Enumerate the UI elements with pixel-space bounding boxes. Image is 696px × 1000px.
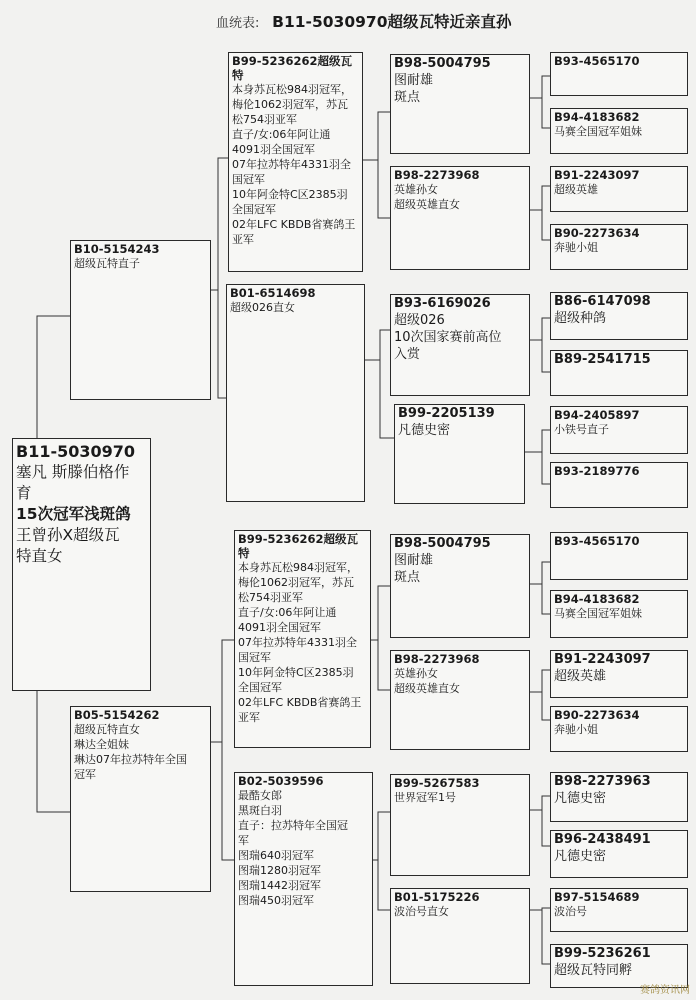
pigeon-id: B93-2189776 xyxy=(554,464,640,478)
pigeon-note: 10年阿金特C区2385羽 xyxy=(232,188,348,201)
pigeon-note: 超级英雄 xyxy=(554,183,598,196)
grandsire-maternal-box xyxy=(234,530,371,748)
gen3-box xyxy=(390,650,530,750)
gen4-box xyxy=(550,462,688,508)
pigeon-note: 冠军 xyxy=(74,768,96,781)
pigeon-id: B98-5004795 xyxy=(394,56,491,71)
pigeon-id: B93-4565170 xyxy=(554,534,640,548)
pigeon-note: 琳达全姐妹 xyxy=(74,738,129,751)
pigeon-id: B99-5236262超级瓦特 xyxy=(238,532,359,560)
gen4-box xyxy=(550,706,688,752)
pigeon-id: B86-6147098 xyxy=(554,294,651,309)
pigeon-note: 松754羽亚军 xyxy=(232,113,297,126)
pigeon-note: 图瑞1442羽冠军 xyxy=(238,879,321,892)
pigeon-note: 梅伦1062羽冠军，苏瓦 xyxy=(238,576,354,589)
pigeon-note: 入赏 xyxy=(394,347,421,362)
pigeon-id: B90-2273634 xyxy=(554,226,640,240)
pigeon-note: 02年LFC KBDB省赛鸽王 xyxy=(238,696,362,709)
subject-line: 育 xyxy=(16,484,32,502)
pigeon-note: 斑点 xyxy=(394,90,421,105)
pigeon-note: 图瑞640羽冠军 xyxy=(238,849,314,862)
pigeon-id: B91-2243097 xyxy=(554,652,651,667)
pigeon-note: 凡德史密 xyxy=(554,849,607,864)
pigeon-id: B01-6514698 xyxy=(230,286,316,300)
granddam-paternal-box xyxy=(226,284,365,502)
pigeon-note: 02年LFC KBDB省赛鸽王 xyxy=(232,218,356,231)
watermark: 赛鸽资讯网 xyxy=(640,985,690,996)
pigeon-id: B96-2438491 xyxy=(554,832,651,847)
sire-box xyxy=(70,240,211,400)
subject-line: 15次冠军浅斑鸽 xyxy=(16,505,131,523)
pigeon-note: 马赛全国冠军姐妹 xyxy=(554,125,642,138)
gen4-box xyxy=(550,350,688,396)
pigeon-note: 超级瓦特直女 xyxy=(74,723,140,736)
pigeon-note: 亚军 xyxy=(232,233,254,246)
pigeon-id: B93-6169026 xyxy=(394,296,491,311)
pigeon-id: B91-2243097 xyxy=(554,168,640,182)
pigeon-id: B94-2405897 xyxy=(554,408,640,422)
pigeon-note: 图耐雄 xyxy=(394,73,434,88)
pigeon-id: B89-2541715 xyxy=(554,352,651,367)
pigeon-note: 超级英雄直女 xyxy=(394,682,460,695)
pigeon-note: 4091羽全国冠军 xyxy=(232,143,315,156)
pigeon-note: 超级瓦特直子 xyxy=(74,257,140,270)
pigeon-note: 黑斑白羽 xyxy=(238,804,282,817)
pigeon-note: 图耐雄 xyxy=(394,553,434,568)
pigeon-note: 图瑞450羽冠军 xyxy=(238,894,314,907)
gen3-box xyxy=(394,404,525,504)
pigeon-note: 图瑞1280羽冠军 xyxy=(238,864,321,877)
pigeon-id: B98-2273968 xyxy=(394,652,480,666)
gen3-box xyxy=(390,54,530,154)
pigeon-note: 亚军 xyxy=(238,711,260,724)
pigeon-note: 超级英雄直女 xyxy=(394,198,460,211)
grandsire-paternal-box xyxy=(228,52,363,272)
pigeon-id: B99-5236262超级瓦特 xyxy=(232,54,353,82)
pigeon-note: 凡德史密 xyxy=(554,791,607,806)
pigeon-note: 斑点 xyxy=(394,570,421,585)
pigeon-note: 琳达07年拉苏特年全国 xyxy=(74,753,187,766)
gen4-box xyxy=(550,772,688,822)
pigeon-note: 本身苏瓦松984羽冠军， xyxy=(238,561,358,574)
pigeon-note: 超级英雄 xyxy=(554,669,607,684)
pigeon-id: B98-5004795 xyxy=(394,536,491,551)
gen4-box xyxy=(550,166,688,212)
gen4-box xyxy=(550,52,688,96)
pigeon-note: 梅伦1062羽冠军，苏瓦 xyxy=(232,98,348,111)
pigeon-id: B93-4565170 xyxy=(554,54,640,68)
gen4-box xyxy=(550,224,688,270)
pigeon-id: B98-2273963 xyxy=(554,774,651,789)
subject-line: 王曾孙X超级瓦 xyxy=(16,526,120,544)
pigeon-note: 松754羽亚军 xyxy=(238,591,303,604)
granddam-maternal-box xyxy=(234,772,373,986)
pigeon-note: 国冠军 xyxy=(232,173,265,186)
pigeon-note: 最酷女郎 xyxy=(238,789,282,802)
pigeon-note: 世界冠军1号 xyxy=(394,791,456,804)
subject-line: 塞凡 斯滕伯格作 xyxy=(16,463,130,481)
pigeon-id: B97-5154689 xyxy=(554,890,640,904)
pigeon-note: 直子：拉苏特年全国冠 xyxy=(238,819,348,832)
subject-pigeon-box xyxy=(12,438,151,691)
gen4-box xyxy=(550,292,688,340)
header-label: 血统表: xyxy=(216,16,260,31)
pigeon-note: 10次国家赛前高位 xyxy=(394,330,502,345)
pigeon-note: 直子/女:06年阿让通 xyxy=(232,128,331,141)
pigeon-note: 4091羽全国冠军 xyxy=(238,621,321,634)
gen4-box xyxy=(550,406,688,454)
pigeon-note: 英雄孙女 xyxy=(394,667,438,680)
pigeon-note: 10年阿金特C区2385羽 xyxy=(238,666,354,679)
pigeon-note: 超级种鸽 xyxy=(554,311,607,326)
pigeon-note: 国冠军 xyxy=(238,651,271,664)
gen4-box xyxy=(550,888,688,932)
gen3-box xyxy=(390,774,530,876)
gen3-box xyxy=(390,888,530,984)
pigeon-note: 小铁号直子 xyxy=(554,423,609,436)
pigeon-note: 超级026 xyxy=(394,313,445,328)
page-title: B11-5030970超级瓦特近亲直孙 xyxy=(272,13,512,31)
gen3-box xyxy=(390,294,530,396)
pigeon-id: B02-5039596 xyxy=(238,774,324,788)
pigeon-note: 07年拉苏特年4331羽全 xyxy=(238,636,357,649)
gen4-box xyxy=(550,108,688,154)
gen3-box xyxy=(390,534,530,638)
pigeon-note: 波治号 xyxy=(554,905,587,918)
pigeon-id: B01-5175226 xyxy=(394,890,480,904)
pigeon-note: 直子/女:06年阿让通 xyxy=(238,606,337,619)
pigeon-note: 07年拉苏特年4331羽全 xyxy=(232,158,351,171)
subject-pigeon-id: B11-5030970 xyxy=(16,442,136,461)
subject-line: 特直女 xyxy=(16,547,63,565)
pigeon-id: B99-5236261 xyxy=(554,946,651,961)
pigeon-id: B94-4183682 xyxy=(554,110,640,124)
pigeon-note: 奔驰小姐 xyxy=(554,723,598,736)
gen4-box xyxy=(550,650,688,698)
gen4-box xyxy=(550,590,688,638)
pigeon-note: 马赛全国冠军姐妹 xyxy=(554,607,642,620)
pigeon-note: 超级026直女 xyxy=(230,301,295,314)
pigeon-id: B98-2273968 xyxy=(394,168,480,182)
pigeon-note: 本身苏瓦松984羽冠军， xyxy=(232,83,352,96)
pigeon-note: 奔驰小姐 xyxy=(554,241,598,254)
pigeon-id: B99-5267583 xyxy=(394,776,480,790)
pigeon-note: 军 xyxy=(238,834,249,847)
pigeon-note: 全国冠军 xyxy=(232,203,276,216)
pigeon-note: 凡德史密 xyxy=(398,423,451,438)
pigeon-note: 波治号直女 xyxy=(394,905,449,918)
pigeon-note: 英雄孙女 xyxy=(394,183,438,196)
dam-box xyxy=(70,706,211,892)
pigeon-id: B94-4183682 xyxy=(554,592,640,606)
gen4-box xyxy=(550,532,688,580)
pigeon-id: B05-5154262 xyxy=(74,708,160,722)
pigeon-id: B99-2205139 xyxy=(398,406,495,421)
pigeon-id: B10-5154243 xyxy=(74,242,160,256)
pigeon-id: B90-2273634 xyxy=(554,708,640,722)
pigeon-note: 超级瓦特同孵 xyxy=(554,963,633,978)
gen4-box xyxy=(550,830,688,878)
pigeon-note: 全国冠军 xyxy=(238,681,282,694)
gen3-box xyxy=(390,166,530,270)
